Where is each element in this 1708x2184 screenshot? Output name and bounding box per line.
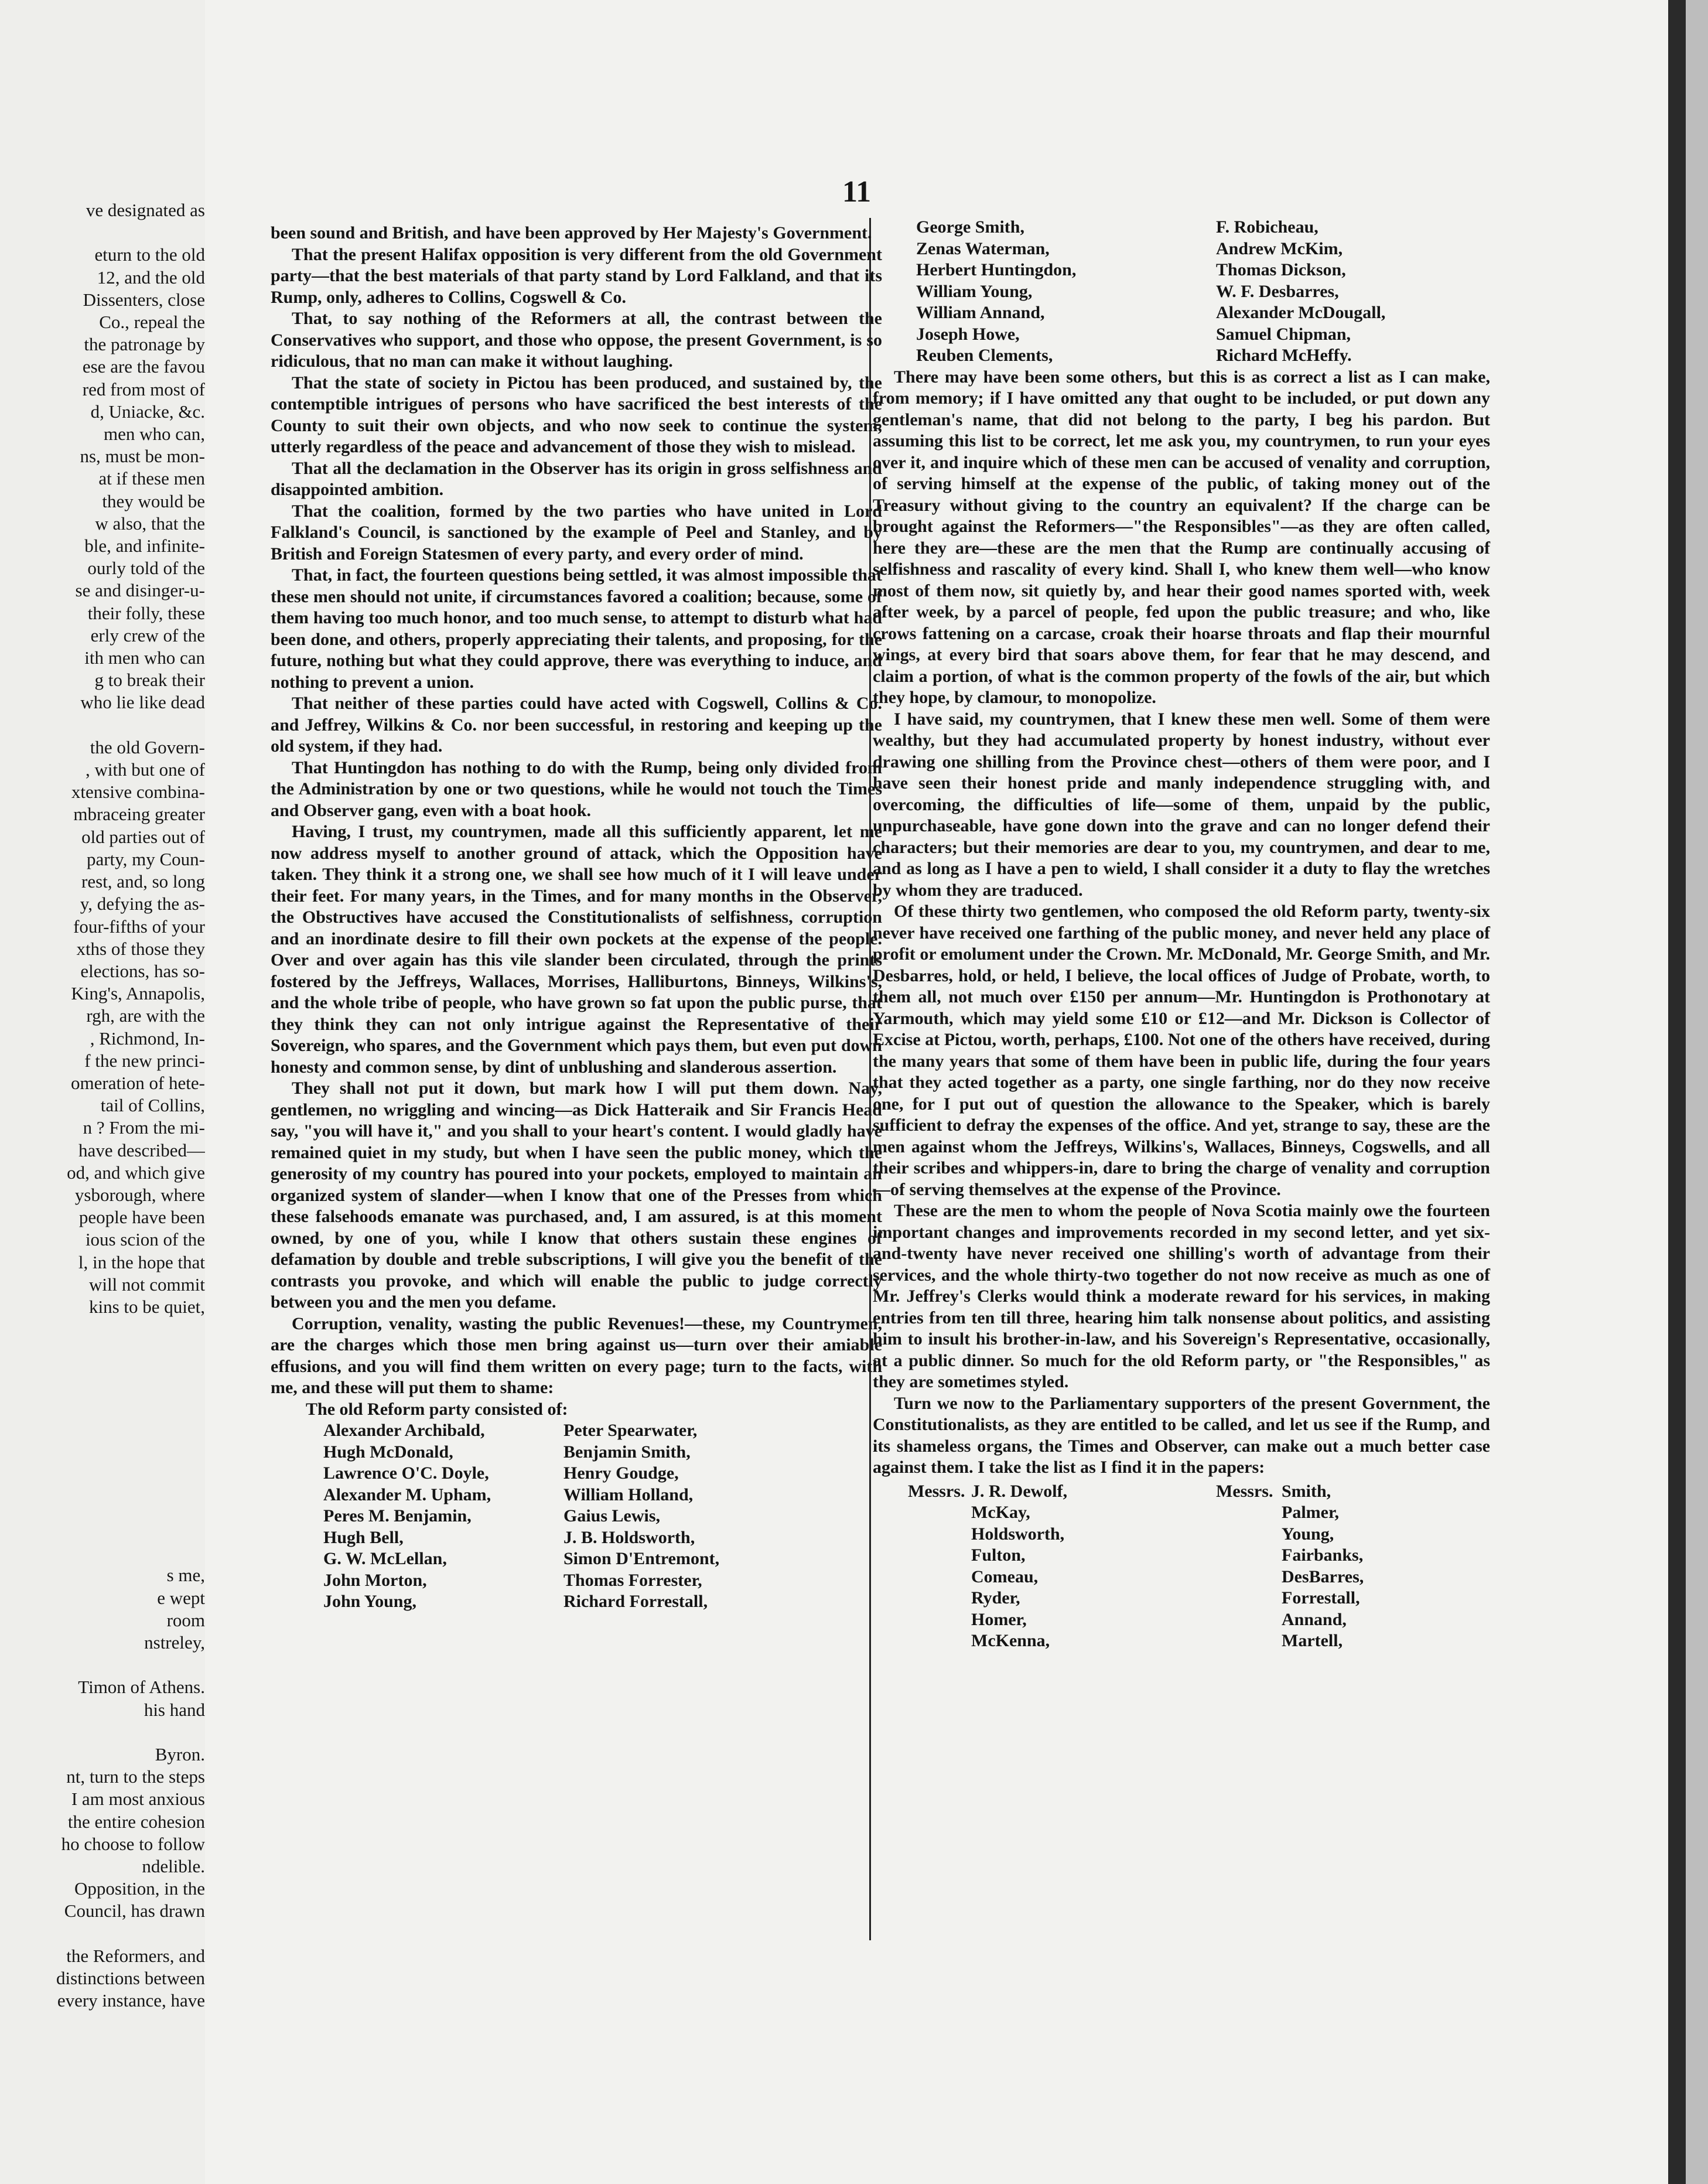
names-col1 <box>873 217 1216 367</box>
text-line: King's, Annapolis, <box>71 983 205 1004</box>
name-entry: Richard Forrestall, <box>563 1592 708 1611</box>
text-line: elections, has so- <box>80 960 205 981</box>
text-line: mbraceing greater <box>73 804 205 825</box>
text-line: four-fifths of your <box>73 916 205 937</box>
text-line: omeration of hete- <box>71 1072 205 1093</box>
name-entry: Ryder, <box>971 1588 1020 1608</box>
left-column-paragraphs <box>271 223 882 1399</box>
text-line: se and disinger-u- <box>75 580 205 601</box>
reform-party-list-continued <box>873 217 1490 367</box>
text-line <box>6 1318 205 1340</box>
text-line <box>6 1923 205 1945</box>
paragraph: Corruption, venality, wasting the public Revenues!—these, my Countrymen, are the charges which those men bring against us—turn over their amiable effusions, and you will find them written on every page; turn to the facts, with me, and these will put them to shame: <box>271 1313 882 1397</box>
name-entry: G. W. McLellan, <box>323 1549 447 1568</box>
paragraph: They shall not put it down, but mark how I will put them down. Nay, gentlemen, no wriggling and wincing—as Dick Hatteraik and Sir Francis Head say, "you will have it," and you shall to your heart's content. I would gladly have remained quiet in my study, but when I have seen the public money, which the generosity of my country has poured into your pockets, employed to maintain an organized system of slander—when I know that one of the Presses from which these falsehoods emanate was purchased, and, I am assured, is at this moment owned, by one of you, while I know that others sustain these engines of defamation by double and treble subscriptions, I will give you the benefit of the contrasts you provoke, and which will enable the public to judge correctly between you and the men you defame. <box>271 1079 882 1312</box>
paragraph: That neither of these parties could have acted with Cogswell, Collins & Co. and Jeffrey, Wilkins & Co. nor been successful, in restoring and keeping up the old system, if they had. <box>271 694 882 756</box>
adjacent-page-fragment <box>0 0 217 2184</box>
name-entry: William Annand, <box>916 303 1045 322</box>
name-entry: Alexander M. Upham, <box>323 1485 491 1504</box>
paragraph: That, in fact, the fourteen questions being settled, it was almost impossible that these men should not unite, if circumstances favored a coalition; because, some of them having too much honor, and too much sense, to attempt to disturb what had been done, and others, properly appreciating their talents, and proposing, for the future, nothing but what they could approve, there was everything to induce, and nothing to prevent a union. <box>271 565 882 692</box>
paragraph: That the state of society in Pictou has been produced, and sustained by, the contemptible intrigues of persons who have sacrificed the best interests of the County to suit their own objects, and who now seek to continue the system, utterly regardless of the peace and advancement of those they wish to mislead. <box>271 373 882 456</box>
name-entry: Peter Spearwater, <box>563 1421 698 1440</box>
text-line <box>6 1475 205 1497</box>
reform-party-list <box>271 1420 882 1613</box>
text-line: they would be <box>102 490 205 511</box>
text-line: at if these men <box>98 468 205 489</box>
text-line: tail of Collins, <box>100 1095 205 1116</box>
name-entry: John Morton, <box>323 1570 427 1590</box>
text-line: n ? From the mi- <box>83 1117 205 1138</box>
text-line: every instance, have <box>57 1990 205 2011</box>
paragraph: These are the men to whom the people of Nova Scotia mainly owe the fourteen important changes and improvements recorded in my second letter, and yet six-and-twenty have never received one shilling's worth of advantage from their services, and the whole thirty-two together do not now receive as much as one of Mr. Jeffrey's Clerks would think a moderate reward for his services, in making entries from ten till three, hearing him talk nonsense about politics, and assisting him to insult his brother-in-law, and his Sovereign's Representative, occasionally, at a public dinner. So much for the old Reform party, or "the Responsibles," as they are sometimes styled. <box>873 1201 1490 1391</box>
text-line: his hand <box>144 1699 205 1720</box>
paragraph: There may have been some others, but this is as correct a list as I can make, from memory; if I have omitted any that ought to be included, or put down any gentleman's name, that did not belong to the party, I beg his pardon. But assuming this list to be correct, let me ask you, my countrymen, to run your eyes over it, and inquire which of these men can be accused of venality and corruption, of serving himself at the expense of the public, of taking money out of the Treasury without giving to the country an equivalent? If the charge can be brought against the Reformers—"the Responsibles"—as they are often called, here they are—these are the men that the Rump are continually accusing of selfishness and rascality of every kind. Shall I, who knew them well—who know most of them now, sit quietly by, and hear their good names sported with, week after week, by a parcel of people, fed upon the public treasure; and who, like crows fattening on a carcase, croak their hoarse throats and flap their mournful wings, at every bird that soars above them, for fear that he may descend, and claim a portion, of what is the common property of the fowls of the air, but which they hope, by clamour, to monopolize. <box>873 367 1490 707</box>
text-line <box>6 1654 205 1676</box>
text-line: room <box>166 1609 205 1630</box>
text-line: g to break their <box>94 670 205 691</box>
text-line <box>6 221 205 244</box>
name-entry: Benjamin Smith, <box>563 1442 691 1462</box>
name-entry: Reuben Clements, <box>916 346 1053 365</box>
name-entry: Palmer, <box>1282 1503 1340 1522</box>
page-edge <box>1668 0 1708 2184</box>
name-entry: Martell, <box>1282 1631 1343 1650</box>
text-line: Byron. <box>155 1744 205 1765</box>
right-column-paragraphs <box>873 367 1490 1479</box>
paragraph: That Huntingdon has nothing to do with the Rump, being only divided from the Administration by one or two questions, while he would not touch the Times and Observer gang, even with a boat hook. <box>271 757 882 820</box>
text-line: ndelible. <box>142 1856 205 1877</box>
text-line <box>6 1452 205 1475</box>
name-entry: Fairbanks, <box>1282 1545 1364 1565</box>
name-entry: Hugh Bell, <box>323 1527 404 1547</box>
text-line: ho choose to follow <box>61 1833 205 1854</box>
text-line: will not commit <box>88 1274 205 1295</box>
text-line: Dissenters, close <box>83 289 205 310</box>
text-line: ysborough, where <box>74 1184 205 1205</box>
name-entry: Herbert Huntingdon, <box>916 260 1077 279</box>
name-entry: F. Robicheau, <box>1216 217 1318 237</box>
name-entry: DesBarres, <box>1282 1567 1364 1586</box>
messrs-col2 <box>1282 1481 1364 1652</box>
text-line: ese are the favou <box>82 356 205 377</box>
text-line: the Reformers, and <box>66 1945 205 1966</box>
text-line: old parties out of <box>81 826 205 847</box>
text-line: l, in the hope that <box>78 1251 205 1272</box>
right-column <box>873 217 1490 1652</box>
text-line <box>6 714 205 736</box>
text-line: y, defying the as- <box>80 893 205 914</box>
name-entry: Forrestall, <box>1282 1588 1360 1608</box>
name-entry: Smith, <box>1282 1481 1331 1501</box>
text-line: Timon of Athens. <box>78 1677 205 1698</box>
paragraph: Turn we now to the Parliamentary supporters of the present Government, the Constitutionalists, as they are entitled to be called, and let us see if the Rump, and its shameless organs, the Times and Observer, can make out a much better case against them. I take the list as I find it in the papers: <box>873 1393 1490 1477</box>
text-line <box>6 1542 205 1564</box>
text-line: ious scion of the <box>85 1229 205 1250</box>
text-line: Opposition, in the <box>74 1878 205 1899</box>
text-line: I am most anxious <box>71 1789 205 1810</box>
name-entry: Andrew McKim, <box>1216 238 1343 258</box>
name-entry: Simon D'Entremont, <box>563 1549 720 1568</box>
name-entry: William Young, <box>916 281 1033 301</box>
name-entry: Richard McHeffy. <box>1216 346 1352 365</box>
text-line: ns, must be mon- <box>80 446 205 467</box>
text-line: their folly, these <box>87 602 205 623</box>
name-entry: Alexander McDougall, <box>1216 303 1386 322</box>
messrs-label-2: Messrs. <box>1216 1481 1273 1501</box>
adjacent-page-text <box>6 199 205 2012</box>
name-entry: J. R. Dewolf, <box>971 1481 1068 1501</box>
text-line: xtensive combina- <box>71 782 205 803</box>
text-line: erly crew of the <box>90 625 205 646</box>
text-line: the entire cohesion <box>67 1811 205 1832</box>
paragraph: That all the declamation in the Observer has its origin in gross selfishness and disappointed ambition. <box>271 458 882 499</box>
text-line <box>6 1408 205 1430</box>
text-line: who lie like dead <box>80 692 205 713</box>
reform-list-col1 <box>271 1420 563 1613</box>
names-col2 <box>1216 217 1462 367</box>
text-line <box>6 1430 205 1452</box>
name-entry: Comeau, <box>971 1567 1039 1586</box>
text-line: nstreley, <box>144 1632 205 1653</box>
text-line: nt, turn to the steps <box>66 1766 205 1787</box>
left-column <box>271 223 882 1613</box>
name-entry: W. F. Desbarres, <box>1216 281 1339 301</box>
text-line: ble, and infinite- <box>84 535 205 557</box>
text-line: the patronage by <box>84 334 205 355</box>
text-line: have described— <box>78 1139 205 1161</box>
text-line: the old Govern- <box>90 736 205 757</box>
text-line: ith men who can <box>84 647 205 668</box>
name-entry: George Smith, <box>916 217 1024 237</box>
constitutionalist-list <box>873 1481 1490 1652</box>
name-entry: Fulton, <box>971 1545 1026 1565</box>
text-line: w also, that the <box>95 513 205 534</box>
text-line: Council, has drawn <box>64 1900 205 1922</box>
page-number: 11 <box>842 175 872 209</box>
text-line: eturn to the old <box>94 244 205 265</box>
text-line: ourly told of the <box>87 558 205 579</box>
paragraph: been sound and British, and have been approved by Her Majesty's Government. <box>271 223 872 243</box>
text-line: e wept <box>157 1587 205 1608</box>
name-entry: Thomas Dickson, <box>1216 260 1346 279</box>
name-entry: Gaius Lewis, <box>563 1506 661 1526</box>
reform-list-col2 <box>563 1420 798 1613</box>
name-entry: Annand, <box>1282 1609 1347 1629</box>
text-line: Co., repeal the <box>99 312 205 333</box>
paragraph: Of these thirty two gentlemen, who composed the old Reform party, twenty-six never have received one farthing of the public money, and never held any place of profit or emolument under the Crown. Mr. McDonald, Mr. George Smith, and Mr. Desbarres, hold, or held, I believe, the local offices of Judge of Probate, worth, to them all, not much over £150 per annum—Mr. Huntingdon is Prothonotary at Yarmouth, which may yield some £10 or £12—and Mr. Dickson is Collector of Excise at Pictou, worth, perhaps, £100. Not one of the others have received, during the many years that some of them have been in public life, during the four years that they acted together as a party, one single farthing, nor do they now receive one, for I put out of question the allowance to the Speaker, which is barely sufficient to defray the expenses of the office. And yet, strange to say, these are the men against whom the Jeffreys, Wilkins's, Wallaces, Binneys, Cogswells, and all their scribes and whippers-in, dare to bring the charge of venality and corruption—of serving themselves at the expense of the Province. <box>873 902 1490 1199</box>
text-line: od, and which give <box>67 1162 205 1183</box>
text-line: distinctions between <box>56 1968 205 1989</box>
text-line: f the new princi- <box>84 1050 205 1071</box>
paragraph: That the present Halifax opposition is very different from the old Government party—that the best materials of that party stand by Lord Falkland, and that its Rump, only, adheres to Collins, Cogswell & Co. <box>271 244 882 307</box>
text-line <box>6 1340 205 1363</box>
reform-intro: The old Reform party consisted of: <box>306 1399 568 1419</box>
text-line: d, Uniacke, &c. <box>90 401 205 422</box>
text-line: people have been <box>78 1207 205 1228</box>
name-entry: William Holland, <box>563 1485 694 1504</box>
text-line <box>6 1363 205 1386</box>
paragraph: I have said, my countrymen, that I knew these men well. Some of them were wealthy, but they had accumulated property by honest industry, without ever drawing one shilling from the Province chest—others of them were poor, and I have seen their honest pride and manly independence struggling with, and overcoming, the difficulties of life—some of them, unpaid by the public, unpurchaseable, have gone down into the grave and can no longer defend their characters; but their memories are dear to you, my countrymen, and dear to me, and as long as I have a pen to wield, I shall consider it a duty to flay the wretches by whom they are traduced. <box>873 709 1490 900</box>
paragraph: Having, I trust, my countrymen, made all this sufficiently apparent, let me now address myself to another ground of attack, which the Opposition have taken. They think it a strong one, we shall see how much of it I will leave under their feet. For many years, in the Times, and for many months in the Observer, the Obstructives have accused the Constitutionalists of selfishness, corruption and an inordinate desire to fill their own pockets at the expense of the people. Over and over again has this vile slander been circulated, through the prints fostered by the Jeffreys, Wallaces, Morrises, Halliburtons, Binneys, Wilkins's, and the whole tribe of people, who have grown so fat upon the public purse, that they think they can not only intrigue against the Representative of their Sovereign, who spares, and the Government which pays them, but even put down honesty and common sense, by dint of unblushing and slanderous assertion. <box>271 822 882 1077</box>
name-entry: Alexander Archibald, <box>323 1421 485 1440</box>
text-line: ve designated as <box>86 200 205 220</box>
text-line: 12, and the old <box>97 267 205 288</box>
text-line <box>6 1721 205 1743</box>
text-line: kins to be quiet, <box>88 1296 205 1317</box>
text-line: red from most of <box>82 378 205 400</box>
name-entry: Henry Goudge, <box>563 1463 679 1483</box>
name-entry: Lawrence O'C. Doyle, <box>323 1463 489 1483</box>
name-entry: Young, <box>1282 1524 1334 1544</box>
name-entry: Homer, <box>971 1609 1027 1629</box>
name-entry: Peres M. Benjamin, <box>323 1506 472 1526</box>
text-line: men who can, <box>103 424 205 445</box>
text-line: rest, and, so long <box>81 871 205 892</box>
paragraph: That, to say nothing of the Reformers at all, the contrast between the Conservatives who support, and those who oppose, the present Government, is so ridiculous, that no man can make it without laughing. <box>271 309 882 371</box>
text-line: , Richmond, In- <box>90 1028 205 1049</box>
text-line: rgh, are with the <box>86 1005 205 1026</box>
messrs-label-1: Messrs. <box>908 1481 965 1501</box>
text-line <box>6 1497 205 1520</box>
text-line: s me, <box>166 1565 205 1586</box>
text-line <box>6 1520 205 1542</box>
name-entry: Zenas Waterman, <box>916 238 1050 258</box>
name-entry: McKenna, <box>971 1631 1050 1650</box>
name-entry: Thomas Forrester, <box>563 1570 702 1590</box>
messrs-col1 <box>971 1481 1216 1652</box>
name-entry: Holdsworth, <box>971 1524 1065 1544</box>
name-entry: Hugh McDonald, <box>323 1442 453 1462</box>
text-line: xths of those they <box>76 938 205 959</box>
name-entry: McKay, <box>971 1503 1030 1522</box>
name-entry: John Young, <box>323 1592 416 1611</box>
text-line: , with but one of <box>85 759 205 780</box>
name-entry: J. B. Holdsworth, <box>563 1527 695 1547</box>
name-entry: Joseph Howe, <box>916 324 1020 344</box>
text-line <box>6 1386 205 1408</box>
paragraph: That the coalition, formed by the two parties who have united in Lord Falkland's Council, is sanctioned by the example of Peel and Stanley, and by British and Foreign Statesmen of every party, and every order of mind. <box>271 501 882 564</box>
text-line: party, my Coun- <box>86 848 205 869</box>
name-entry: Samuel Chipman, <box>1216 324 1351 344</box>
